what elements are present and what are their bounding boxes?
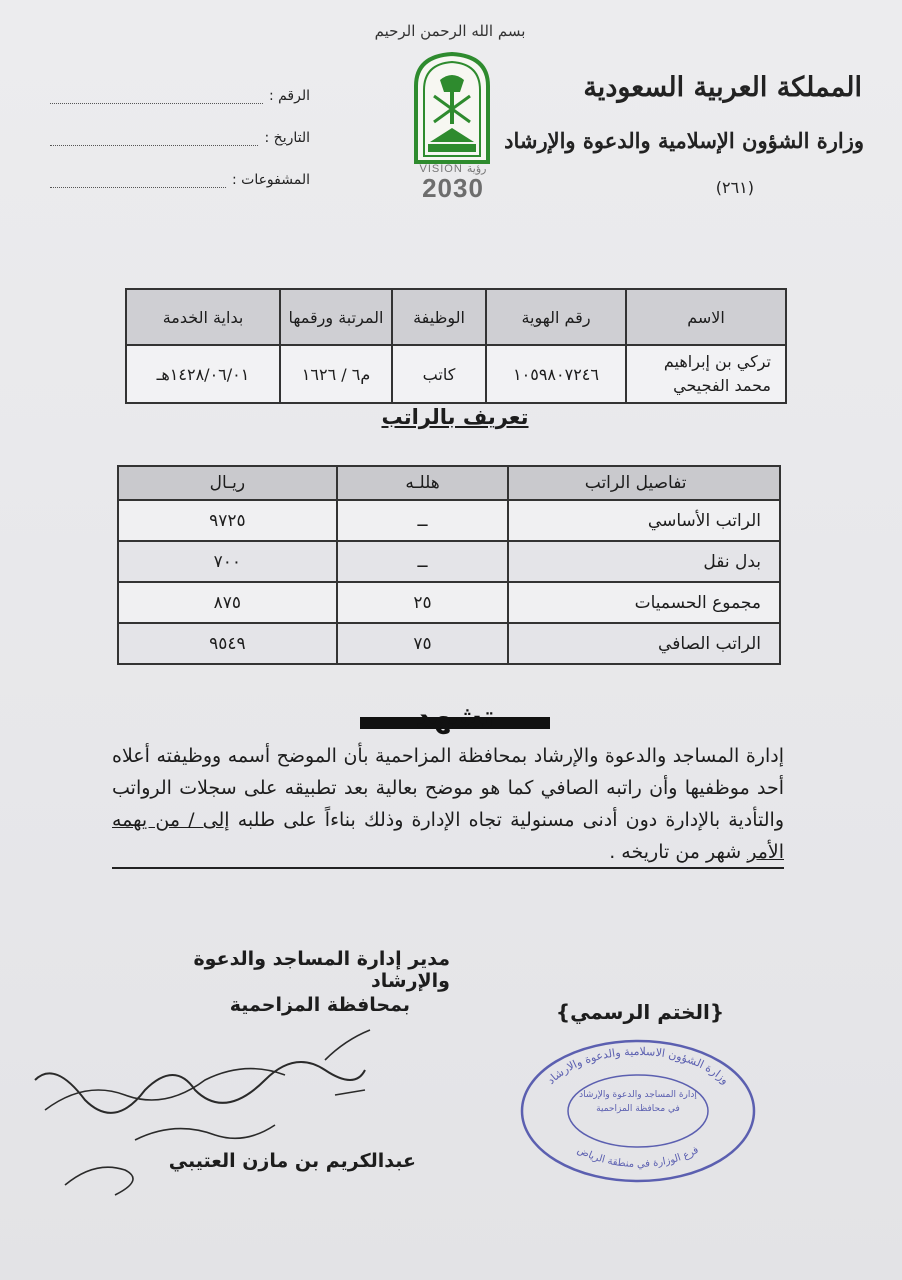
vision-2030-logo: [408, 162, 498, 201]
certification-end: شهر من تاريخه .: [609, 841, 748, 863]
stamp-inner-line1: إدارة المساجد والدعوة والإرشاد: [579, 1090, 697, 1100]
header-name: الاسم: [626, 289, 786, 345]
salary-table: [117, 465, 781, 665]
row-halala: ــ: [337, 500, 509, 541]
employee-table-row: [126, 345, 786, 403]
row-halala: ٢٥: [337, 582, 509, 623]
handwritten-signature: [25, 1020, 425, 1210]
certify-heading: تشهد: [415, 700, 495, 735]
salary-row-net: [118, 623, 780, 664]
employee-table: [125, 288, 787, 404]
header-job: الوظيفة: [392, 289, 486, 345]
basmala: بسم الله الرحمن الرحيم: [374, 22, 526, 40]
seal-title: {الختم الرسمي}: [555, 1000, 725, 1024]
ministry-logo-icon: [410, 52, 494, 170]
salary-row-deductions: [118, 582, 780, 623]
row-label: الراتب الصافي: [508, 623, 780, 664]
field-attachments-line: [50, 177, 226, 188]
row-riyal: ٨٧٥: [118, 582, 337, 623]
field-number-line: [50, 93, 263, 104]
employee-id: ١٠٥٩٨٠٧٢٤٦: [486, 345, 626, 403]
field-attachments-label: المشفوعات :: [231, 172, 310, 188]
row-label: بدل نقل: [508, 541, 780, 582]
row-label: مجموع الحسميات: [508, 582, 780, 623]
stamp-bottom-text: فرع الوزارة في منطقة الرياض: [575, 1144, 701, 1170]
row-riyal: ٩٥٤٩: [118, 623, 337, 664]
salary-title: تعريف بالراتب: [381, 405, 529, 429]
field-date-line: [50, 135, 258, 146]
vision-label: VISION: [419, 163, 463, 175]
salary-row-transport: [118, 541, 780, 582]
certification-recipient: إلى / من يهمه الأمر: [112, 809, 784, 863]
row-halala: ــ: [337, 541, 509, 582]
row-riyal: ٩٧٢٥: [118, 500, 337, 541]
employee-table-header: [126, 289, 786, 345]
vision-label-ar: رؤية: [466, 163, 487, 175]
certification-text: [112, 740, 784, 868]
header-riyal: ريـال: [118, 466, 337, 500]
row-label: الراتب الأساسي: [508, 500, 780, 541]
certification-main: إدارة المساجد والدعوة والإرشاد بمحافظة المزاحمية بأن الموضح أسمه ووظيفته أعلاه أحد موظفيها وأن راتبه الصافي كما هو موضح بعالية بعد تطبيقه على سجلات الرواتب والتأدية بالإدارة دون أدنى مسنولية تجاه الإدارة وذلك بناءاً على طلبه: [112, 745, 784, 831]
employee-name: تركي بن إبراهيم محمد الفجيحي: [626, 345, 786, 403]
salary-table-header: [118, 466, 780, 500]
header-id: رقم الهوية: [486, 289, 626, 345]
director-name: عبدالكريم بن مازن العتيبي: [168, 1150, 416, 1172]
director-title: مدير إدارة المساجد والدعوة والإرشاد: [193, 948, 450, 992]
svg-text:فرع الوزارة في منطقة الرياض: [575, 1145, 700, 1170]
kingdom-name: المملكة العربية السعودية: [583, 72, 862, 103]
vision-year: 2030: [422, 173, 484, 203]
header-rank: المرتبة ورقمها: [280, 289, 392, 345]
stamp-outer-text: وزارة الشؤون الاسلامية والدعوة والارشاد: [544, 1044, 732, 1087]
field-number: [50, 88, 310, 104]
header-details: تفاصيل الراتب: [508, 466, 780, 500]
employee-job: كاتب: [392, 345, 486, 403]
header-service-start: بداية الخدمة: [126, 289, 280, 345]
field-number-label: الرقم :: [268, 88, 310, 104]
stamp-inner-line2: في محافظة المزاحمية: [596, 1104, 680, 1114]
row-riyal: ٧٠٠: [118, 541, 337, 582]
stamp-inner: [578, 1088, 698, 1116]
director-province: بمحافظة المزاحمية: [229, 994, 410, 1016]
employee-rank: م٦ / ١٦٢٦: [280, 345, 392, 403]
field-date-label: التاريخ :: [264, 130, 310, 146]
ministry-name: وزارة الشؤون الإسلامية والدعوة والإرشاد: [504, 128, 864, 153]
divider: [112, 867, 784, 869]
row-halala: ٧٥: [337, 623, 509, 664]
field-attachments: [50, 172, 310, 188]
svg-text:وزارة الشؤون الاسلامية والدعوة: [544, 1045, 731, 1087]
employee-service-start: ١٤٢٨/٠٦/٠١هـ: [126, 345, 280, 403]
header-halala: هللـه: [337, 466, 509, 500]
salary-row-basic: [118, 500, 780, 541]
document-code: (٢٦١): [715, 178, 754, 197]
field-date: [50, 130, 310, 146]
